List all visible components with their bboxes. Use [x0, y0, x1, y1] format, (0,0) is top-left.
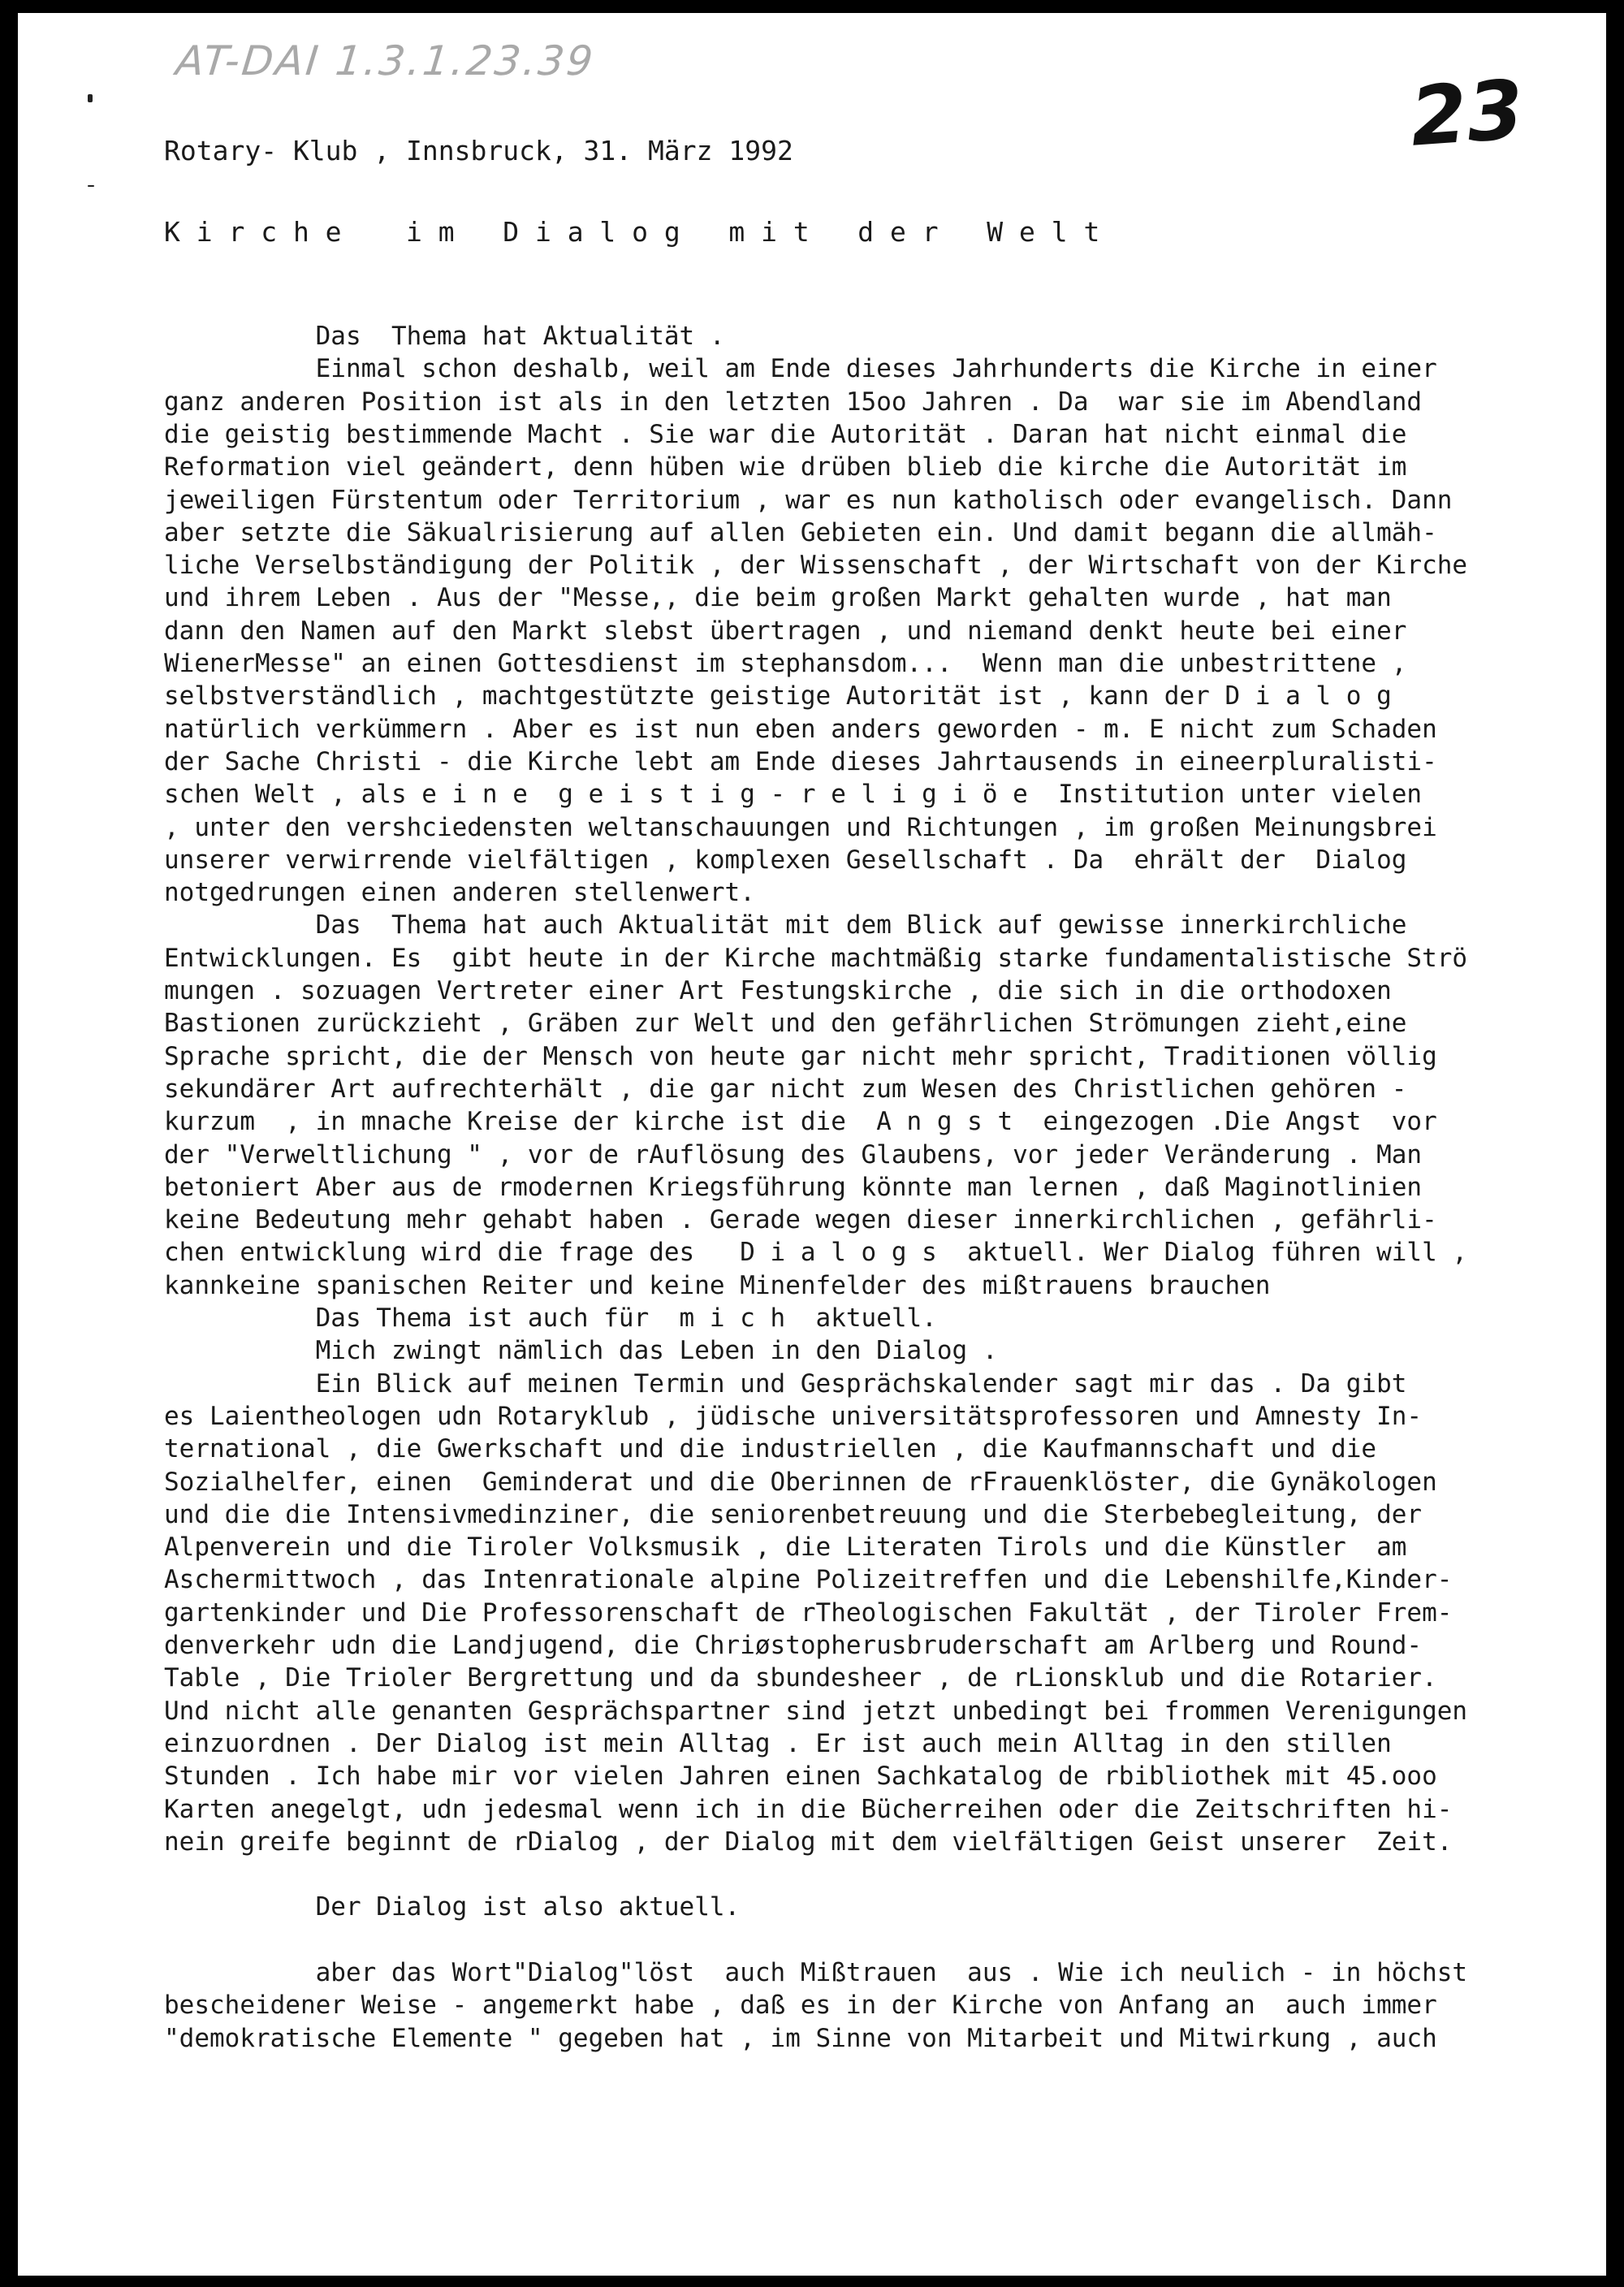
text-line: liche Verselbständigung der Politik , der Wissenschaft , der Wirtschaft von der Kirche	[164, 551, 1468, 581]
text-line: aber setzte die Säkualrisierung auf allen Gebieten ein. Und damit begann die allmäh-	[164, 517, 1437, 547]
text-line: chen entwicklung wird die frage des D i a l o g s aktuell. Wer Dialog führen will ,	[164, 1238, 1468, 1268]
text-line: kurzum , in mnache Kreise der kirche ist die A n g s t eingezogen .Die Angst vor	[164, 1107, 1437, 1137]
text-line: der Sache Christi - die Kirche lebt am Ende dieses Jahrtausends in eineerpluralisti-	[164, 746, 1437, 776]
text-line: natürlich verkümmern . Aber es ist nun eben anders geworden - m. E nicht zum Schaden	[164, 714, 1437, 744]
text-line: mungen . sozuagen Vertreter einer Art Festungskirche , die sich in die orthodoxen	[164, 976, 1392, 1005]
text-line: Das Thema hat auch Aktualität mit dem Blick auf gewisse innerkirchliche	[164, 910, 1407, 940]
text-line: Entwicklungen. Es gibt heute in der Kirche machtmäßig starke fundamentalistische Strö	[164, 943, 1468, 973]
text-line: selbstverständlich , machtgestützte geistige Autorität ist , kann der D i a l o g	[164, 681, 1392, 711]
archive-code-stamp: AT-DAI 1.3.1.23.39	[173, 37, 598, 84]
margin-mark	[88, 94, 93, 102]
text-line: denverkehr udn die Landjugend, die Chriøstopherusbruderschaft am Arlberg und Round-	[164, 1631, 1423, 1660]
text-line: ternational , die Gwerkschaft und die industriellen , die Kaufmannschaft und die	[164, 1434, 1377, 1464]
text-line: die geistig bestimmende Macht . Sie war die Autorität . Daran hat nicht einmal die	[164, 419, 1407, 449]
text-line: nein greife beginnt de rDialog , der Dialog mit dem vielfältigen Geist unserer Zeit.	[164, 1827, 1453, 1857]
text-line: Bastionen zurückzieht , Gräben zur Welt und den gefährlichen Strömungen zieht,eine	[164, 1009, 1407, 1039]
text-line: , unter den vershciedensten weltanschauungen und Richtungen , im großen Meinungsbrei	[164, 812, 1437, 842]
text-line: Sprache spricht, die der Mensch von heute gar nicht mehr spricht, Traditionen völlig	[164, 1041, 1437, 1071]
text-line: dann den Namen auf den Markt slebst übertragen , und niemand denkt heute bei einer	[164, 616, 1407, 646]
text-line: Und nicht alle genanten Gesprächspartner sind jetzt unbedingt bei frommen Verenigungen	[164, 1696, 1468, 1726]
margin-mark	[88, 185, 94, 187]
text-line: Reformation viel geändert, denn hüben wie drüben blieb die kirche die Autorität im	[164, 452, 1407, 482]
text-line: Aschermittwoch , das Intenrationale alpine Polizeitreffen und die Lebenshilfe,Kinder-	[164, 1565, 1453, 1595]
text-line: ganz anderen Position ist als in den letzten 15oo Jahren . Da war sie im Abendland	[164, 387, 1423, 417]
text-line: unserer verwirrende vielfältigen , komplexen Gesellschaft . Da ehrält der Dialog	[164, 845, 1407, 875]
text-line: es Laientheologen udn Rotaryklub , jüdische universitätsprofessoren und Amnesty In-	[164, 1401, 1423, 1431]
document-page	[18, 13, 1606, 2276]
text-line: bescheidener Weise - angemerkt habe , daß es in der Kirche von Anfang an auch immer	[164, 1991, 1437, 2021]
text-line: gartenkinder und Die Professorenschaft de rTheologischen Fakultät , der Tiroler Frem-	[164, 1597, 1453, 1628]
text-line: WienerMesse" an einen Gottesdienst im stephansdom... Wenn man die unbestrittene ,	[164, 649, 1407, 678]
text-line: der "Verweltlichung " , vor de rAuflösung des Glaubens, vor jeder Veränderung . Man	[164, 1139, 1423, 1169]
text-line: sekundärer Art aufrechterhält , die gar nicht zum Wesen des Christlichen gehören -	[164, 1074, 1407, 1104]
document-header: Rotary- Klub , Innsbruck, 31. März 1992	[164, 135, 793, 166]
text-line: notgedrungen einen anderen stellenwert.	[164, 878, 755, 908]
text-line: einzuordnen . Der Dialog ist mein Alltag . Er ist auch mein Alltag in den stillen	[164, 1728, 1392, 1758]
text-line: Ein Blick auf meinen Termin und Gesprächskalender sagt mir das . Da gibt	[164, 1368, 1407, 1399]
text-line: kannkeine spanischen Reiter und keine Minenfelder des mißtrauens brauchen	[164, 1270, 1271, 1300]
text-line: Sozialhelfer, einen Geminderat und die Oberinnen de rFrauenklöster, die Gynäkologen	[164, 1467, 1437, 1497]
text-line: aber das Wort"Dialog"löst auch Mißtrauen aus . Wie ich neulich - in höchst	[164, 1958, 1468, 1987]
text-line: schen Welt , als e i n e g e i s t i g - r e l i g i ö e Institution unter vielen	[164, 780, 1423, 810]
text-line: und die die Intensivmedinziner, die seniorenbetreuung und die Sterbebegleitung, der	[164, 1499, 1423, 1529]
text-line: "demokratische Elemente " gegeben hat , im Sinne von Mitarbeit und Mitwirkung , auch	[164, 2023, 1437, 2053]
text-line: Das Thema ist auch für m i c h aktuell.	[164, 1303, 937, 1333]
text-line: Karten anegelgt, udn jedesmal wenn ich in die Bücherreihen oder die Zeitschriften hi-	[164, 1794, 1453, 1824]
text-line: und ihrem Leben . Aus der "Messe,, die beim großen Markt gehalten wurde , hat man	[164, 583, 1392, 613]
text-line: keine Bedeutung mehr gehabt haben . Gerade wegen dieser innerkirchlichen , gefährli-	[164, 1205, 1437, 1235]
text-line: Table , Die Trioler Bergrettung und da sbundesheer , de rLionsklub und die Rotarier.	[164, 1663, 1437, 1693]
text-line: Der Dialog ist also aktuell.	[164, 1892, 741, 1922]
text-line: Das Thema hat Aktualität .	[164, 322, 725, 351]
text-line: jeweiligen Fürstentum oder Territorium , war es nun katholisch oder evangelisch. Dann	[164, 485, 1453, 515]
page-number: 23	[1407, 62, 1527, 165]
text-line: Einmal schon deshalb, weil am Ende dieses Jahrhunderts die Kirche in einer	[164, 354, 1437, 384]
text-line: Mich zwingt nämlich das Leben in den Dialog .	[164, 1336, 998, 1366]
text-line: Stunden . Ich habe mir vor vielen Jahren einen Sachkatalog de rbibliothek mit 45.ooo	[164, 1762, 1437, 1792]
text-line: Alpenverein und die Tiroler Volksmusik , die Literaten Tirols und die Künstler am	[164, 1533, 1407, 1563]
text-line: betoniert Aber aus de rmodernen Kriegsführung könnte man lernen , daß Maginotlinien	[164, 1172, 1423, 1202]
document-title: K i r c h e i m D i a l o g m i t d e r W e l t	[164, 216, 1100, 248]
